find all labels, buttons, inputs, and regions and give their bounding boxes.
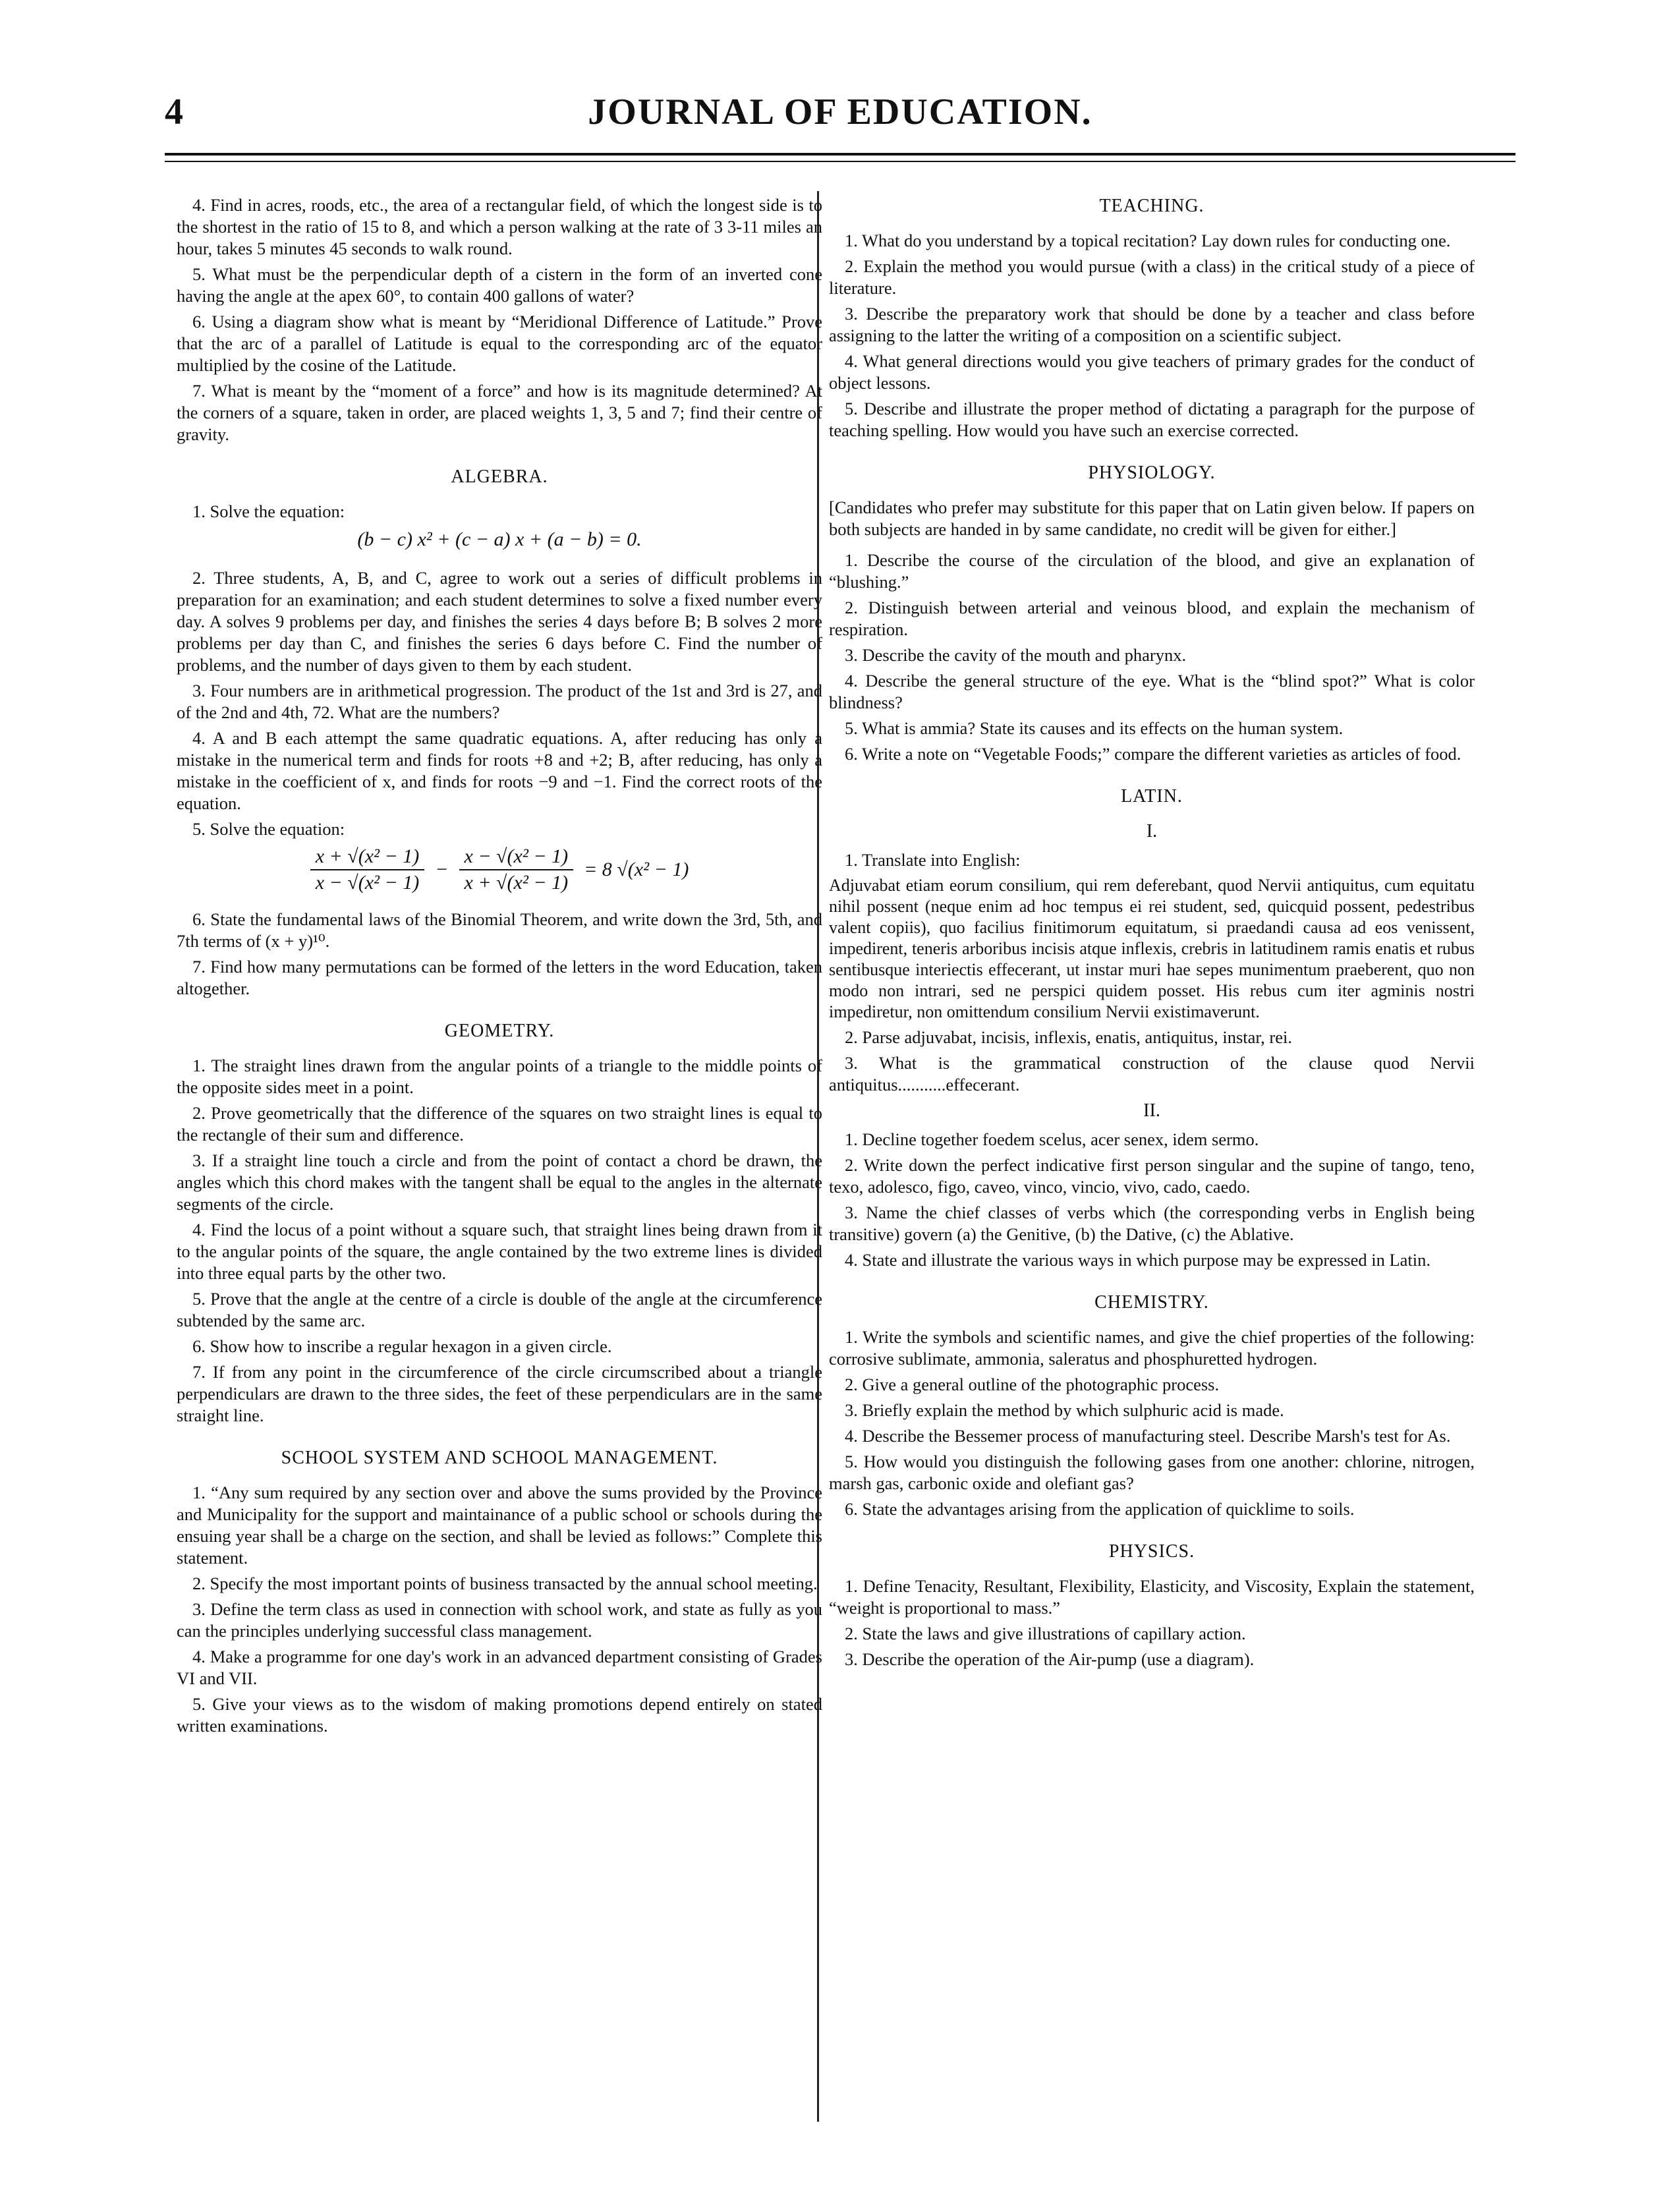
teaching-question: 5. Describe and illustrate the proper method of dictating a paragraph for the purpose of teaching spelling. How would you have such an exercise corrected. bbox=[829, 399, 1475, 440]
physics-question: 1. Define Tenacity, Resultant, Flexibility, Elasticity, and Viscosity, Explain the statement, “weight is proportional to mass.” bbox=[829, 1576, 1475, 1618]
fraction-2 bbox=[459, 845, 574, 894]
fraction-denominator: x − √(x² − 1) bbox=[315, 872, 420, 893]
algebra-equation-1: (b − c) x² + (c − a) x + (a − b) = 0. bbox=[357, 528, 642, 550]
fraction-1 bbox=[310, 845, 425, 894]
geometry-question: 4. Find the locus of a point without a square such, that straight lines being drawn from it to the angular points of the square, the angle contained by the two extreme lines is divided into three equal parts by the other two. bbox=[177, 1220, 822, 1283]
physics-question: 2. State the laws and give illustrations of capillary action. bbox=[845, 1624, 1246, 1643]
latin-section bbox=[829, 785, 1475, 1271]
physiology-note: [Candidates who prefer may substitute for this paper that on Latin given below. If papers on both subjects are handed in by same candidate, no credit will be given for either.] bbox=[829, 497, 1475, 539]
mechanics-question: 4. Find in acres, roods, etc., the area of a rectangular field, of which the longest side is to the shortest in the ratio of 15 to 8, and which a person walking at the rate of 3 3-11 miles an hour, takes 5 minutes 45 seconds to walk round. bbox=[177, 195, 822, 258]
chemistry-question: 5. How would you distinguish the following gases from one another: chlorine, nitrogen, marsh gas, carbonic oxide and olefiant gas? bbox=[829, 1452, 1475, 1493]
algebra-question: 5. Solve the equation: bbox=[192, 819, 345, 839]
school-question: 4. Make a programme for one day's work in an advanced department consisting of Grades VI and VII. bbox=[177, 1647, 822, 1688]
geometry-question: 3. If a straight line touch a circle and from the point of contact a chord be drawn, the angles which this chord makes with the tangent shall be equal to the angles in the alternate segments of the circle. bbox=[177, 1150, 822, 1214]
teaching-question: 1. What do you understand by a topical recitation? Lay down rules for conducting one. bbox=[845, 231, 1451, 250]
geometry-question: 6. Show how to inscribe a regular hexagon in a given circle. bbox=[192, 1336, 612, 1356]
school-question: 1. “Any sum required by any section over and above the sums provided by the Province and Municipality for the support and maintainance of a public school or schools during the ensuing year shall be a charge on the section, and shall be levied as follows:” Complete this statement. bbox=[177, 1483, 822, 1568]
latin-part-2: II. bbox=[1143, 1100, 1160, 1121]
teaching-section bbox=[829, 194, 1475, 441]
school-question: 2. Specify the most important points of business transacted by the annual school meeting. bbox=[192, 1574, 818, 1593]
chemistry-question: 4. Describe the Bessemer process of manufacturing steel. Describe Marsh's test for As. bbox=[845, 1426, 1451, 1446]
school-question: 3. Define the term class as used in connection with school work, and state as fully as you can the principles underlying successful class management. bbox=[177, 1599, 822, 1641]
geometry-heading: GEOMETRY. bbox=[444, 1021, 555, 1041]
physics-section bbox=[829, 1540, 1475, 1670]
physiology-question: 3. Describe the cavity of the mouth and pharynx. bbox=[845, 645, 1187, 665]
algebra-equation-5 bbox=[177, 845, 822, 894]
chemistry-question: 3. Briefly explain the method by which sulphuric acid is made. bbox=[845, 1400, 1284, 1420]
geometry-question: 5. Prove that the angle at the centre of a circle is double of the angle at the circumference subtended by the same arc. bbox=[177, 1289, 822, 1330]
latin-question: 1. Decline together foedem scelus, acer senex, idem sermo. bbox=[845, 1129, 1259, 1149]
physiology-heading: PHYSIOLOGY. bbox=[1088, 463, 1216, 483]
teaching-question: 4. What general directions would you give teachers of primary grades for the conduct of object lessons. bbox=[829, 351, 1475, 393]
physics-question: 3. Describe the operation of the Air-pump (use a diagram). bbox=[845, 1649, 1255, 1669]
latin-question: 4. State and illustrate the various ways in which purpose may be expressed in Latin. bbox=[845, 1250, 1431, 1270]
algebra-question: 1. Solve the equation: bbox=[192, 501, 345, 521]
physiology-question: 1. Describe the course of the circulation of the blood, and give an explanation of “blushing.” bbox=[829, 550, 1475, 592]
school-management-section bbox=[177, 1446, 822, 1737]
physiology-section bbox=[829, 461, 1475, 765]
teaching-question: 3. Describe the preparatory work that should be done by a teacher and class before assigning to the latter the writing of a composition on a scientific subject. bbox=[829, 304, 1475, 345]
geometry-question: 1. The straight lines drawn from the angular points of a triangle to the middle points of the opposite sides meet in a point. bbox=[177, 1056, 822, 1097]
journal-title: JOURNAL OF EDUCATION. bbox=[588, 92, 1092, 132]
latin-question: 3. What is the grammatical construction of the clause quod Nervii antiquitus...........effecerant. bbox=[829, 1053, 1475, 1094]
latin-part-1: I. bbox=[1146, 821, 1158, 841]
latin-question: 2. Parse adjuvabat, incisis, inflexis, enatis, antiquitus, instar, rei. bbox=[845, 1027, 1292, 1047]
algebra-heading: ALGEBRA. bbox=[451, 467, 548, 487]
physiology-question: 2. Distinguish between arterial and veinous blood, and explain the mechanism of respiration. bbox=[829, 598, 1475, 639]
equation-rhs: = 8 √(x² − 1) bbox=[584, 859, 689, 880]
chemistry-question: 2. Give a general outline of the photographic process. bbox=[845, 1375, 1220, 1394]
algebra-question: 7. Find how many permutations can be formed of the letters in the word Education, taken altogether. bbox=[177, 957, 822, 998]
algebra-question: 6. State the fundamental laws of the Binomial Theorem, and write down the 3rd, 5th, and 7th terms of (x + y)¹⁰. bbox=[177, 909, 822, 951]
mechanics-question: 6. Using a diagram show what is meant by “Meridional Difference of Latitude.” Prove that the arc of a parallel of Latitude is equal to the corresponding arc of the equator multiplied by the cosine of the Latitude. bbox=[177, 312, 822, 375]
latin-question: 3. Name the chief classes of verbs which (the corresponding verbs in English being transitive) govern (a) the Genitive, (b) the Dative, (c) the Ablative. bbox=[829, 1203, 1475, 1244]
fraction-numerator: x − √(x² − 1) bbox=[459, 845, 574, 870]
latin-question: 1. Translate into English: bbox=[845, 850, 1021, 870]
physiology-question: 6. Write a note on “Vegetable Foods;” compare the different varieties as articles of food. bbox=[845, 744, 1461, 764]
mechanics-section bbox=[177, 194, 822, 445]
physiology-question: 5. What is ammia? State its causes and its effects on the human system. bbox=[845, 718, 1344, 738]
latin-question: 2. Write down the perfect indicative first person singular and the supine of tango, teno, texo, adolesco, figo, caveo, vinco, vincio, vivo, cado, caedo. bbox=[829, 1155, 1475, 1197]
physiology-question: 4. Describe the general structure of the eye. What is the “blind spot?” What is color blindness? bbox=[829, 671, 1475, 712]
geometry-question: 2. Prove geometrically that the difference of the squares on two straight lines is equal to the rectangle of their sum and difference. bbox=[177, 1103, 822, 1145]
header-rule-bottom bbox=[165, 161, 1515, 162]
latin-heading: LATIN. bbox=[1121, 786, 1183, 807]
chemistry-question: 6. State the advantages arising from the application of quicklime to soils. bbox=[845, 1499, 1355, 1519]
minus-sign: − bbox=[435, 859, 449, 880]
algebra-question: 4. A and B each attempt the same quadratic equations. A, after reducing has only a mistake in the numerical term and finds for roots +8 and +2; B, after reducing, has only a mistake in the coefficient of x, and finds for roots −9 and −1. Find the correct roots of the equation. bbox=[177, 728, 822, 813]
latin-passage: Adjuvabat etiam eorum consilium, qui rem deferebant, quod Nervii antiquitus, cum equitatu nihil possent (neque enim ad hoc tempus ei rei student, sed, quicquid possent, pedestribus valent copiis), quo facilius finitimorum equitatum, si praedandi causa ad eos venissent, impedirent, teneris arboribus incisis atque inflexis, crebris in latitudinem ramis enatis et rubus sentibusque interiectis effecerant, ut instar muri hae sepes munimentum praeberent, quo non modo non intrari, sed ne perspici quidem posset. His rebus cum iter agminis nostri impediretur, non omittendum consilium Nervii existimaverunt. bbox=[829, 876, 1475, 1021]
left-column bbox=[177, 194, 822, 1757]
fraction-denominator: x + √(x² − 1) bbox=[464, 872, 569, 893]
geometry-question: 7. If from any point in the circumference of the circle circumscribed about a triangle perpendiculars are drawn to the three sides, the feet of these perpendiculars are in the same straight line. bbox=[177, 1362, 822, 1425]
physics-heading: PHYSICS. bbox=[1108, 1541, 1195, 1562]
page-number: 4 bbox=[165, 92, 183, 132]
algebra-question: 2. Three students, A, B, and C, agree to work out a series of difficult problems in preparation for an examination; and each student determines to solve a fixed number every day. A solves 9 problems per day, and finishes the series 4 days before B; B solves 2 more problems per day than C, and finishes the series 6 days before C. Find the number of problems, and the number of days given to them by each student. bbox=[177, 568, 822, 675]
chemistry-heading: CHEMISTRY. bbox=[1094, 1292, 1209, 1313]
algebra-section bbox=[177, 465, 822, 1000]
chemistry-section bbox=[829, 1291, 1475, 1520]
school-management-heading: SCHOOL SYSTEM AND SCHOOL MANAGEMENT. bbox=[281, 1448, 718, 1468]
chemistry-question: 1. Write the symbols and scientific names, and give the chief properties of the following: corrosive sublimate, ammonia, saleratus and phosphuretted hydrogen. bbox=[829, 1327, 1475, 1369]
header-rule-top bbox=[165, 153, 1515, 156]
teaching-question: 2. Explain the method you would pursue (with a class) in the critical study of a piece of literature. bbox=[829, 256, 1475, 298]
mechanics-question: 5. What must be the perpendicular depth of a cistern in the form of an inverted cone having the angle at the apex 60°, to contain 400 gallons of water? bbox=[177, 264, 822, 306]
teaching-heading: TEACHING. bbox=[1099, 196, 1204, 216]
algebra-question: 3. Four numbers are in arithmetical progression. The product of the 1st and 3rd is 27, and of the 2nd and 4th, 72. What are the numbers? bbox=[177, 681, 822, 722]
school-question: 5. Give your views as to the wisdom of making promotions depend entirely on stated written examinations. bbox=[177, 1694, 822, 1736]
geometry-section bbox=[177, 1019, 822, 1427]
page-header bbox=[165, 86, 1515, 145]
fraction-numerator: x + √(x² − 1) bbox=[310, 845, 425, 870]
right-column bbox=[829, 194, 1475, 1690]
mechanics-question: 7. What is meant by the “moment of a force” and how is its magnitude determined? At the corners of a square, taken in order, are placed weights 1, 3, 5 and 7; find their centre of gravity. bbox=[177, 381, 822, 444]
